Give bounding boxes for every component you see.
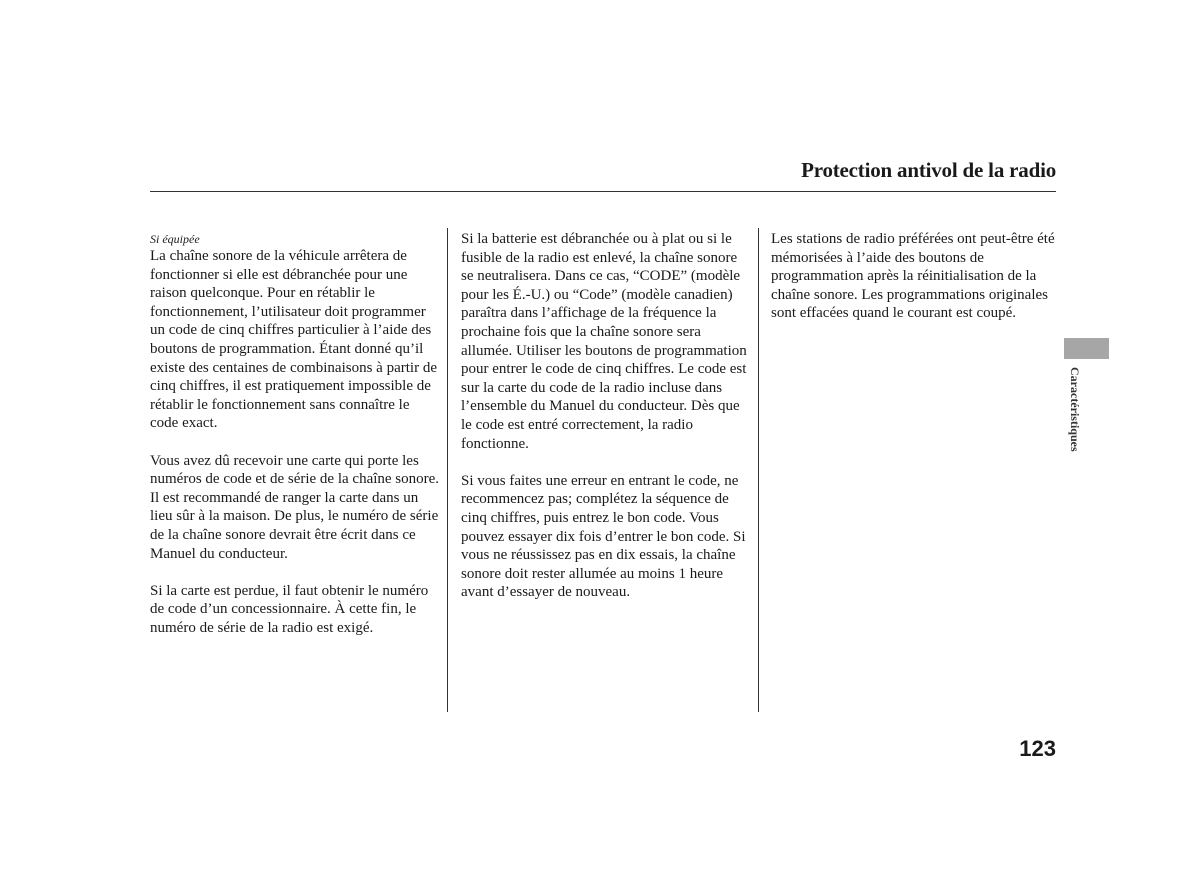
section-tab-label: Caractéristiques [1068,367,1082,452]
paragraph: La chaîne sonore de la véhicule arrêtera de fonctionner si elle est débranchée pour une raison quelconque. Pour en rétablir le fonctionnement, l’utilisateur doit programmer un code de cinq chiffres particulier à l’aide des boutons de programmation. Étant donné qu’il existe des centaines de combinaisons à partir de cinq chiffres, il est pratiquement impossible de rétablir le fonctionnement sans connaître le code exact. [150,248,437,432]
page-number: 123 [1019,736,1056,761]
equipment-note: Si équipée [150,232,200,246]
text-column-3 [771,230,1056,342]
paragraph: Les stations de radio préférées ont peut-être été mémorisées à l’aide des boutons de programmation après la réinitialisation de la chaîne sonore. Les programmations originales sont effacées quand le courant est coupé. [771,231,1055,322]
text-column-1 [150,230,440,656]
paragraph: Si la batterie est débranchée ou à plat ou si le fusible de la radio est enlevé, la chaîne sonore se neutralisera. Dans ce cas, “CODE” (modèle pour les É.-U.) ou “Code” (modèle canadien) paraîtra dans l’affichage de la fréquence la prochaine fois que la chaîne sonore sera allumée. Utiliser les boutons de programmation pour entrer le code de cinq chiffres. Le code est sur la carte du code de la radio incluse dans l’ensemble du Manuel du conducteur. Dès que le code est entré correctement, la radio fonctionne. [461,231,747,452]
section-tab-marker [1064,338,1109,359]
paragraph: Si vous faites une erreur en entrant le code, ne recommencez pas; complétez la séquence de cinq chiffres, puis entrez le bon code. Vous pouvez essayer dix fois d’entrer le bon code. Si vous ne réussissez pas en dix essais, la chaîne sonore doit rester allumée au moins 1 heure avant d’essayer de nouveau. [461,472,746,601]
paragraph: Si la carte est perdue, il faut obtenir le numéro de code d’un concessionnaire. À cette fin, le numéro de série de la radio est exigé. [150,582,429,636]
page-title: Protection antivol de la radio [801,158,1056,182]
column-divider [447,228,448,712]
header-divider [150,191,1056,192]
column-divider [758,228,759,712]
text-column-2 [461,230,751,620]
paragraph: Vous avez dû recevoir une carte qui porte les numéros de code et de série de la chaîne sonore. Il est recommandé de ranger la carte dans un lieu sûr à la maison. De plus, le numéro de série de la chaîne sonore devrait être écrit dans ce Manuel du conducteur. [150,452,440,562]
